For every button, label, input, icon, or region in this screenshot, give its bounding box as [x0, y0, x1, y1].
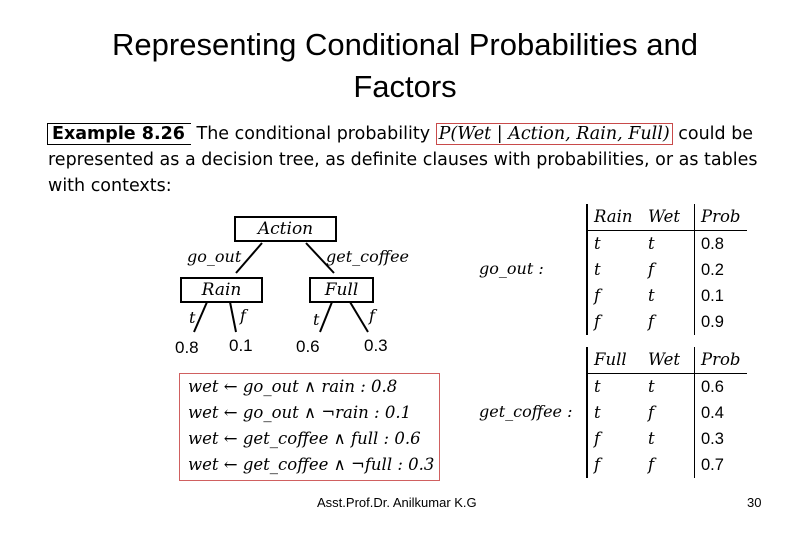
example-text-b: could be represented as a decision tree, as definite clauses with probabilities, or as tables with contexts: — [48, 124, 758, 196]
edge-label-rain-t: t — [189, 308, 196, 327]
table-cell: t — [587, 400, 642, 426]
table-get-coffee — [586, 347, 747, 478]
example-label: Example 8.26 — [47, 123, 191, 145]
table-cell: 0.1 — [701, 287, 724, 305]
leaf-value-2: 0.1 — [229, 336, 253, 355]
page-number: 30 — [747, 495, 762, 510]
table-cell: f — [587, 452, 642, 478]
table-header-row — [587, 347, 747, 374]
table-cell: t — [587, 374, 642, 401]
table-header-row — [587, 204, 747, 231]
table-row — [587, 231, 747, 258]
table-cell: t — [642, 374, 695, 401]
example-formula: P(Wet | Action, Rain, Full) — [436, 123, 673, 145]
table-cell: 0.9 — [701, 313, 724, 331]
table-cell: f — [642, 400, 695, 426]
rule-1: wet ← go_out ∧ rain : 0.8 — [188, 377, 398, 396]
table-cell: t — [587, 231, 642, 258]
tree-node-rain: Rain — [180, 277, 263, 303]
edge-label-full-f: f — [369, 306, 375, 325]
table-go-out — [586, 204, 747, 335]
table-cell: f — [587, 426, 642, 452]
leaf-value-3: 0.6 — [296, 337, 320, 356]
edge-label-full-t: t — [313, 310, 320, 329]
table-cell: t — [642, 283, 695, 309]
table-cell: 0.7 — [701, 456, 724, 474]
table-cell: 0.8 — [701, 235, 724, 253]
table-row — [587, 374, 747, 401]
table-cell: f — [642, 452, 695, 478]
table-row — [587, 400, 747, 426]
table-header-cell: Prob — [695, 347, 747, 374]
table-cell: t — [642, 231, 695, 258]
tree-node-full: Full — [309, 277, 374, 303]
rule-2: wet ← go_out ∧ ¬rain : 0.1 — [188, 403, 412, 422]
table-row — [587, 426, 747, 452]
tree-node-action: Action — [234, 216, 337, 242]
table-header-cell: Wet — [642, 347, 695, 374]
table-header-cell: Full — [587, 347, 642, 374]
table-row — [587, 283, 747, 309]
table-cell: t — [587, 257, 642, 283]
table-row — [587, 309, 747, 335]
table-cell: f — [642, 309, 695, 335]
edge-label-get-coffee: get_coffee — [326, 247, 410, 266]
table-cell: 0.3 — [701, 430, 724, 448]
table-cell: f — [587, 283, 642, 309]
rule-4: wet ← get_coffee ∧ ¬full : 0.3 — [188, 455, 435, 474]
table-cell: t — [642, 426, 695, 452]
leaf-value-4: 0.3 — [364, 336, 388, 355]
slide-title-line1: Representing Conditional Probabilities and — [112, 27, 698, 62]
table-cell: f — [642, 257, 695, 283]
table-cell: f — [587, 309, 642, 335]
table-header-cell: Prob — [695, 204, 747, 231]
leaf-value-1: 0.8 — [175, 338, 199, 357]
table-header-cell: Wet — [642, 204, 695, 231]
edge-label-rain-f: f — [240, 306, 246, 325]
footer-author: Asst.Prof.Dr. Anilkumar K.G — [317, 495, 477, 510]
slide-title-line2: Factors — [353, 69, 457, 104]
table-cell: 0.2 — [701, 261, 724, 279]
context-label-go-out: go_out : — [479, 259, 544, 278]
table-header-cell: Rain — [587, 204, 642, 231]
example-text-a: The conditional probability — [196, 124, 431, 144]
table-cell: 0.6 — [701, 378, 724, 396]
table-cell: 0.4 — [701, 404, 724, 422]
context-label-get-coffee: get_coffee : — [479, 402, 573, 421]
table-row — [587, 257, 747, 283]
table-row — [587, 452, 747, 478]
rule-3: wet ← get_coffee ∧ full : 0.6 — [188, 429, 421, 448]
probabilistic-rules-box — [179, 373, 440, 481]
edge-label-go-out: go_out — [187, 247, 242, 266]
